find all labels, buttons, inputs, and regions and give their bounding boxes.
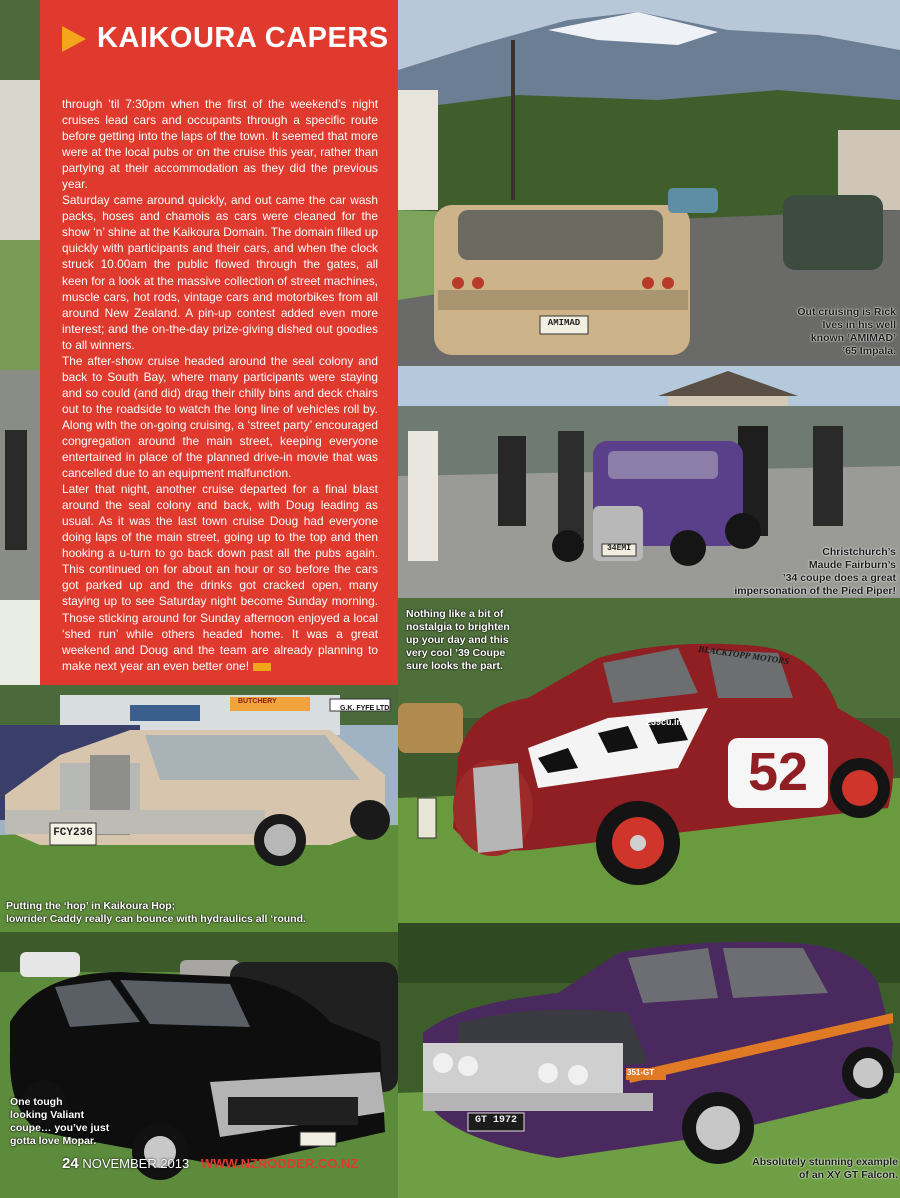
article-panel (40, 0, 398, 685)
plate-falcon: GT 1972 (474, 1115, 517, 1126)
article-body (62, 96, 378, 674)
caption-valiant: One tough looking Valiant coupe… you’ve just gotta love Mopar. (10, 1096, 110, 1147)
caption-impala: Out cruising is Rick Ives in his well known ‘AMIMAD’ ’65 Impala. (797, 306, 896, 357)
falcon-badge: 351-GT (627, 1068, 655, 1077)
issue-date: NOVEMBER 2013 (82, 1156, 190, 1171)
plate-34: 34EMI (606, 544, 631, 553)
caption-34-coupe: Christchurch’s Maude Fairburn’s ’34 coupe does a great impersonation of the Pied Piper! (734, 546, 896, 597)
paragraph: The after-show cruise headed around the seal colony and back to South Bay, where many participants were staying and so could (and did) drag their chilly bins and deck chairs out to the roadside to watch the long line of vehicles roll by. Along with the on-going cruising, a ‘street party’ encouraged congregation around the main street, keeping everyone entertained in place of the planned drive-in movie that was cancelled due to an equipment malfunction. (62, 353, 378, 481)
paragraph: Saturday came around quickly, and out came the car wash packs, hoses and chamois as cars were cleaned for the show ‘n’ shine at the Kaikoura Domain. The domain filled up quickly with participants and their cars, and when the clock struck 10.00am the public flowed through the gates, all keen for a look at the massive collection of street machines, muscle cars, hot rods, vintage cars and motorbikes from all around New Zealand. A pin-up contest added even more interest; and the on-the-day prize-giving dished out goodies to all winners. (62, 193, 378, 352)
page-number: 24 (62, 1155, 79, 1172)
title-arrow-icon (62, 26, 86, 52)
sign-fyfe: G.K. FYFE LTD (340, 705, 390, 712)
plate-impala: AMIMAD (547, 318, 581, 328)
photo-caddy (0, 685, 398, 932)
race-number: 52 (747, 742, 809, 802)
paragraph: through ’til 7:30pm when the first of the weekend’s night cruises lead cars and occupants through a specific route before getting into the laps of the town. It seemed that more were at the local pubs or on the cruise this year, rather than partying at their accommodation as they did the previous year. (62, 97, 378, 192)
door-script: BLACKTOPP MOTORS (697, 643, 790, 667)
end-mark-icon (253, 663, 271, 671)
caption-39-coupe: Nothing like a bit of nostalgia to brighten up your day and this very cool ’39 Coupe sure looks the part. (406, 608, 510, 672)
plate-caddy: FCY236 (53, 827, 93, 839)
photo-left-strip (0, 0, 40, 685)
caption-falcon: Absolutely stunning example of an XY GT Falcon. (752, 1156, 898, 1181)
caption-caddy: Putting the ‘hop’ in Kaikoura Hop; lowrider Caddy really can bounce with hydraulics all ‘round. (6, 900, 306, 925)
article-title: KAIKOURA CAPERS (40, 18, 398, 62)
sign-butchery: BUTCHERY (238, 698, 277, 705)
page-footer (62, 1155, 358, 1172)
hood-text: 239cu.in (646, 717, 683, 727)
website-link[interactable]: WWW.NZRODDER.CO.NZ (200, 1156, 359, 1171)
paragraph: Later that night, another cruise departed for a final blast around the seal colony and back, with Doug leading as usual. As it was the last town cruise Doug had everyone doing laps of the main street, going up to the top and then hooking a u-turn to go back down past all the pubs again. This continued on for about an hour or so before the cars got parked up and the drinks got cracked open, many staying up to see Saturday night become Sunday morning. Those sticking around for Sunday afternoon enjoyed a local ‘shed run’ while others headed home. It was a great weekend and Doug and the team are already planning to make next year an even better one! (62, 482, 378, 673)
